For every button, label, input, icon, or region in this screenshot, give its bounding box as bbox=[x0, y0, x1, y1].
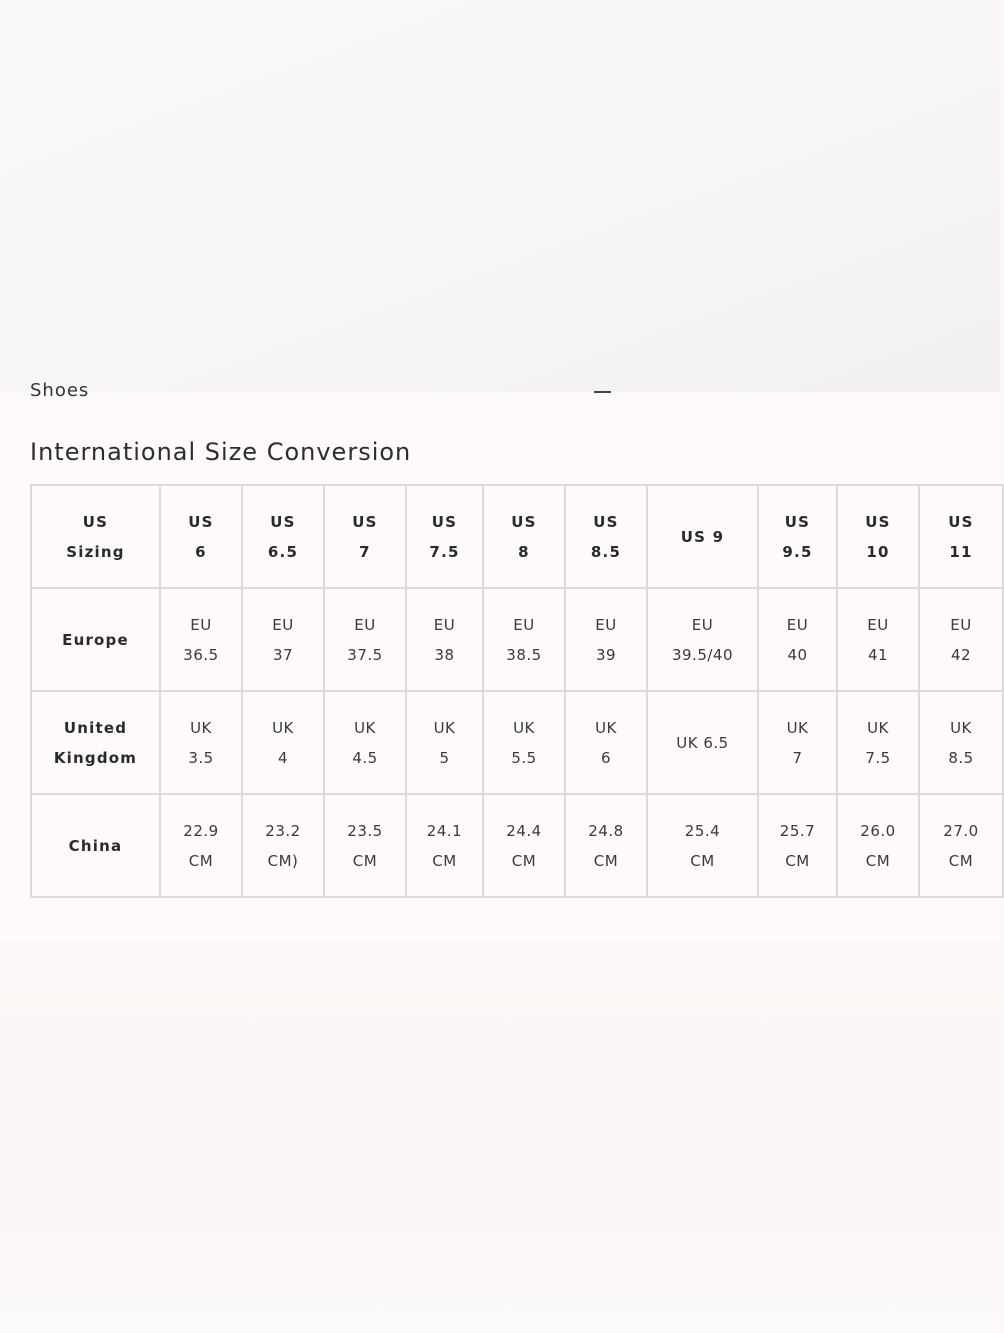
row-header-line: US bbox=[82, 512, 109, 531]
cell-line: CM bbox=[785, 851, 810, 870]
cell-line: 37.5 bbox=[347, 645, 383, 664]
table-cell bbox=[406, 691, 483, 794]
cell-line: 40 bbox=[787, 645, 808, 664]
table-cell bbox=[565, 588, 647, 691]
row-header-china bbox=[31, 794, 160, 897]
table-cell bbox=[837, 588, 919, 691]
cell-line: EU bbox=[786, 615, 809, 634]
table-cell bbox=[324, 794, 406, 897]
cell-line: 23.5 bbox=[347, 821, 383, 840]
table-cell bbox=[324, 485, 406, 588]
table-cell bbox=[242, 485, 324, 588]
cell-line: 23.2 bbox=[265, 821, 301, 840]
table-cell bbox=[919, 794, 1003, 897]
table-cell bbox=[483, 485, 565, 588]
cell-line: 7 bbox=[359, 542, 371, 561]
table-cell bbox=[324, 691, 406, 794]
cell-line: 24.1 bbox=[426, 821, 463, 840]
row-header-us bbox=[31, 485, 160, 588]
cell-line: 6.5 bbox=[267, 542, 299, 561]
cell-line: 8.5 bbox=[590, 542, 622, 561]
table-cell bbox=[565, 794, 647, 897]
cell-line: EU bbox=[950, 615, 972, 634]
cell-line: US bbox=[352, 512, 378, 531]
size-guide-panel bbox=[0, 380, 1000, 942]
cell-line: US bbox=[948, 512, 974, 531]
table-cell bbox=[324, 588, 406, 691]
table-cell bbox=[647, 485, 758, 588]
cell-line: 41 bbox=[867, 645, 889, 664]
table-cell bbox=[758, 588, 837, 691]
cell-line: 38 bbox=[434, 645, 455, 664]
table-cell bbox=[406, 485, 483, 588]
cell-line: 36.5 bbox=[183, 645, 219, 664]
row-header-line: Kingdom bbox=[53, 748, 138, 767]
table-cell bbox=[160, 691, 242, 794]
table-cell bbox=[483, 794, 565, 897]
cell-line: UK bbox=[190, 718, 212, 737]
cell-line: 7 bbox=[792, 748, 803, 767]
table-cell bbox=[160, 794, 242, 897]
cell-line: 10 bbox=[866, 542, 890, 561]
cell-line: 6 bbox=[600, 748, 612, 767]
cell-line: 8.5 bbox=[948, 748, 974, 767]
table-cell bbox=[647, 691, 758, 794]
table-cell bbox=[483, 588, 565, 691]
cell-line: 3.5 bbox=[188, 748, 214, 767]
table-cell bbox=[565, 691, 647, 794]
table-cell bbox=[919, 588, 1003, 691]
table-cell bbox=[406, 588, 483, 691]
table-cell bbox=[837, 794, 919, 897]
row-header-united-kingdom bbox=[31, 691, 160, 794]
cell-line: 24.8 bbox=[588, 821, 624, 840]
cell-line: 38.5 bbox=[506, 645, 542, 664]
cell-line: UK bbox=[272, 718, 294, 737]
cell-line: UK bbox=[786, 718, 809, 737]
cell-line: UK bbox=[433, 718, 456, 737]
size-table-body bbox=[31, 485, 1003, 897]
cell-line: US 9 bbox=[680, 527, 725, 546]
table-row-china bbox=[31, 794, 1003, 897]
table-cell bbox=[758, 691, 837, 794]
cell-line: EU bbox=[354, 615, 376, 634]
cell-line: 39.5/40 bbox=[671, 645, 734, 664]
table-cell bbox=[919, 691, 1003, 794]
size-conversion-table bbox=[30, 484, 1004, 898]
section-label-shoes: Shoes bbox=[30, 380, 90, 401]
cell-line: 4 bbox=[277, 748, 289, 767]
row-header-line: United bbox=[63, 718, 128, 737]
table-cell bbox=[837, 691, 919, 794]
table-row-us bbox=[31, 485, 1003, 588]
table-cell bbox=[647, 794, 758, 897]
cell-line: CM bbox=[511, 851, 537, 870]
table-cell bbox=[242, 588, 324, 691]
row-header-line: Europe bbox=[62, 630, 129, 649]
table-cell bbox=[483, 691, 565, 794]
table-cell bbox=[758, 794, 837, 897]
cell-line: EU bbox=[595, 615, 617, 634]
table-row-europe bbox=[31, 588, 1003, 691]
cell-line: EU bbox=[272, 615, 294, 634]
cell-line: CM) bbox=[267, 851, 299, 870]
cell-line: 5 bbox=[439, 748, 450, 767]
cell-line: EU bbox=[867, 615, 889, 634]
cell-line: CM bbox=[188, 851, 214, 870]
row-header-line: China bbox=[68, 836, 123, 855]
cell-line: 7.5 bbox=[429, 542, 460, 561]
table-cell bbox=[406, 794, 483, 897]
top-blank-area bbox=[0, 0, 1000, 392]
cell-line: EU bbox=[691, 615, 714, 634]
cell-line: 8 bbox=[518, 542, 530, 561]
cell-line: US bbox=[784, 512, 811, 531]
table-cell bbox=[758, 485, 837, 588]
cell-line: CM bbox=[432, 851, 457, 870]
cell-line: 39 bbox=[595, 645, 617, 664]
cell-line: CM bbox=[948, 851, 974, 870]
cell-line: 25.4 bbox=[684, 821, 721, 840]
cell-line: 11 bbox=[949, 542, 973, 561]
table-cell bbox=[242, 794, 324, 897]
cell-line: CM bbox=[865, 851, 891, 870]
page-title: International Size Conversion bbox=[30, 438, 412, 466]
cell-line: US bbox=[431, 512, 458, 531]
table-cell bbox=[565, 485, 647, 588]
cell-line: US bbox=[511, 512, 537, 531]
cell-line: 42 bbox=[950, 645, 972, 664]
table-cell bbox=[837, 485, 919, 588]
cell-line: 5.5 bbox=[511, 748, 537, 767]
cell-line: EU bbox=[190, 615, 212, 634]
cell-line: UK bbox=[513, 718, 535, 737]
table-cell bbox=[647, 588, 758, 691]
cell-line: UK bbox=[867, 718, 889, 737]
cell-line: US bbox=[188, 512, 214, 531]
cell-line: 9.5 bbox=[782, 542, 813, 561]
table-cell bbox=[919, 485, 1003, 588]
table-cell bbox=[160, 485, 242, 588]
cell-line: UK bbox=[354, 718, 376, 737]
table-row-united-kingdom bbox=[31, 691, 1003, 794]
row-header-europe bbox=[31, 588, 160, 691]
cell-line: 25.7 bbox=[779, 821, 816, 840]
table-cell bbox=[160, 588, 242, 691]
cell-line: 26.0 bbox=[860, 821, 896, 840]
cell-line: CM bbox=[352, 851, 378, 870]
cell-line: UK 6.5 bbox=[676, 733, 729, 752]
bottom-blank-area bbox=[0, 942, 1000, 1333]
cell-line: 6 bbox=[195, 542, 207, 561]
cell-line: UK bbox=[595, 718, 617, 737]
cell-line: 4.5 bbox=[352, 748, 378, 767]
row-header-line: Sizing bbox=[66, 542, 125, 561]
cell-line: CM bbox=[690, 851, 715, 870]
cell-line: US bbox=[865, 512, 891, 531]
cell-line: CM bbox=[593, 851, 619, 870]
cell-line: US bbox=[270, 512, 296, 531]
cell-line: 27.0 bbox=[943, 821, 979, 840]
cell-line: EU bbox=[433, 615, 456, 634]
cell-line: UK bbox=[950, 718, 972, 737]
cell-line: EU bbox=[513, 615, 535, 634]
minus-icon[interactable] bbox=[594, 391, 611, 393]
cell-line: 37 bbox=[272, 645, 294, 664]
table-cell bbox=[242, 691, 324, 794]
cell-line: 7.5 bbox=[865, 748, 891, 767]
cell-line: 22.9 bbox=[183, 821, 219, 840]
cell-line: US bbox=[593, 512, 619, 531]
cell-line: 24.4 bbox=[506, 821, 542, 840]
